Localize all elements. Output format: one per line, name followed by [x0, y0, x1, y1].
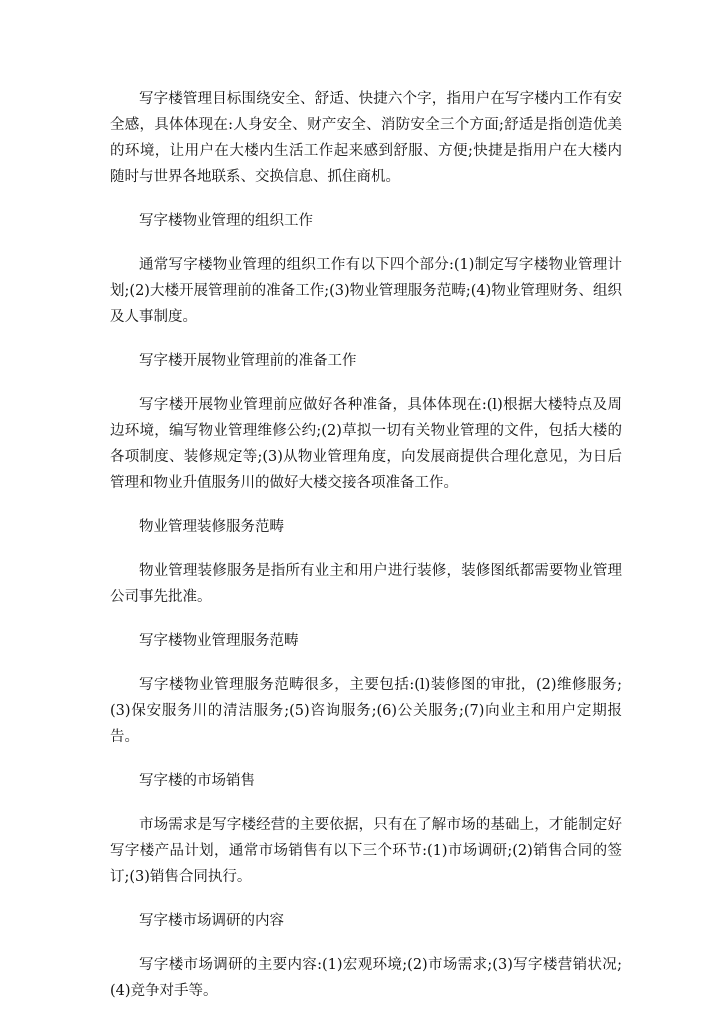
- section-heading-renovation-scope: 物业管理装修服务范畴: [139, 519, 284, 535]
- paragraph-service-scope: 写字楼物业管理服务范畴很多，主要包括:(l)装修图的审批，(2)维修服务;(3)保安服务川的清洁服务;(5)咨询服务;(6)公关服务;(7)向业主和用户定期报告。: [110, 677, 622, 745]
- section-heading-preparation: 写字楼开展物业管理前的准备工作: [139, 353, 357, 369]
- paragraph-market-research: 写字楼市场调研的主要内容:(1)宏观环境;(2)市场需求;(3)写字楼营销状况;(4)竞争对手等。: [110, 957, 622, 999]
- paragraph-management-goals: 写字楼管理目标围绕安全、舒适、快捷六个字，指用户在写字楼内工作有安全感，具体体现在:人身安全、财产安全、消防安全三个方面;舒适是指创造优美的环境，让用户在大楼内生活工作起来感到舒服、方便;快捷是指用户在大楼内随时与世界各地联系、交换信息、抓住商机。: [110, 91, 622, 185]
- section-heading-organization: 写字楼物业管理的组织工作: [139, 213, 313, 229]
- paragraph-renovation-scope: 物业管理装修服务是指所有业主和用户进行装修，装修图纸都需要物业管理公司事先批准。: [110, 563, 622, 605]
- paragraph-preparation: 写字楼开展物业管理前应做好各种准备，具体体现在:(l)根据大楼特点及周边环境，编写物业管理维修公约;(2)草拟一切有关物业管理的文件，包括大楼的各项制度、装修规定等;(3)从物业管理角度，向发展商提供合理化意见，为日后管理和物业升值服务川的做好大楼交接各项准备工作。: [110, 397, 622, 491]
- section-heading-service-scope: 写字楼物业管理服务范畴: [139, 633, 299, 649]
- document-body: [110, 86, 622, 1022]
- section-heading-market-research: 写字楼市场调研的内容: [139, 913, 284, 929]
- section-heading-market-sales: 写字楼的市场销售: [139, 773, 255, 789]
- paragraph-market-sales: 市场需求是写字楼经营的主要依据，只有在了解市场的基础上，才能制定好写字楼产品计划，通常市场销售有以下三个环节:(1)市场调研;(2)销售合同的签订;(3)销售合同执行。: [110, 817, 622, 885]
- paragraph-organization: 通常写字楼物业管理的组织工作有以下四个部分:(1)制定写字楼物业管理计划;(2)大楼开展管理前的准备工作;(3)物业管理服务范畴;(4)物业管理财务、组织及人事制度。: [110, 257, 622, 325]
